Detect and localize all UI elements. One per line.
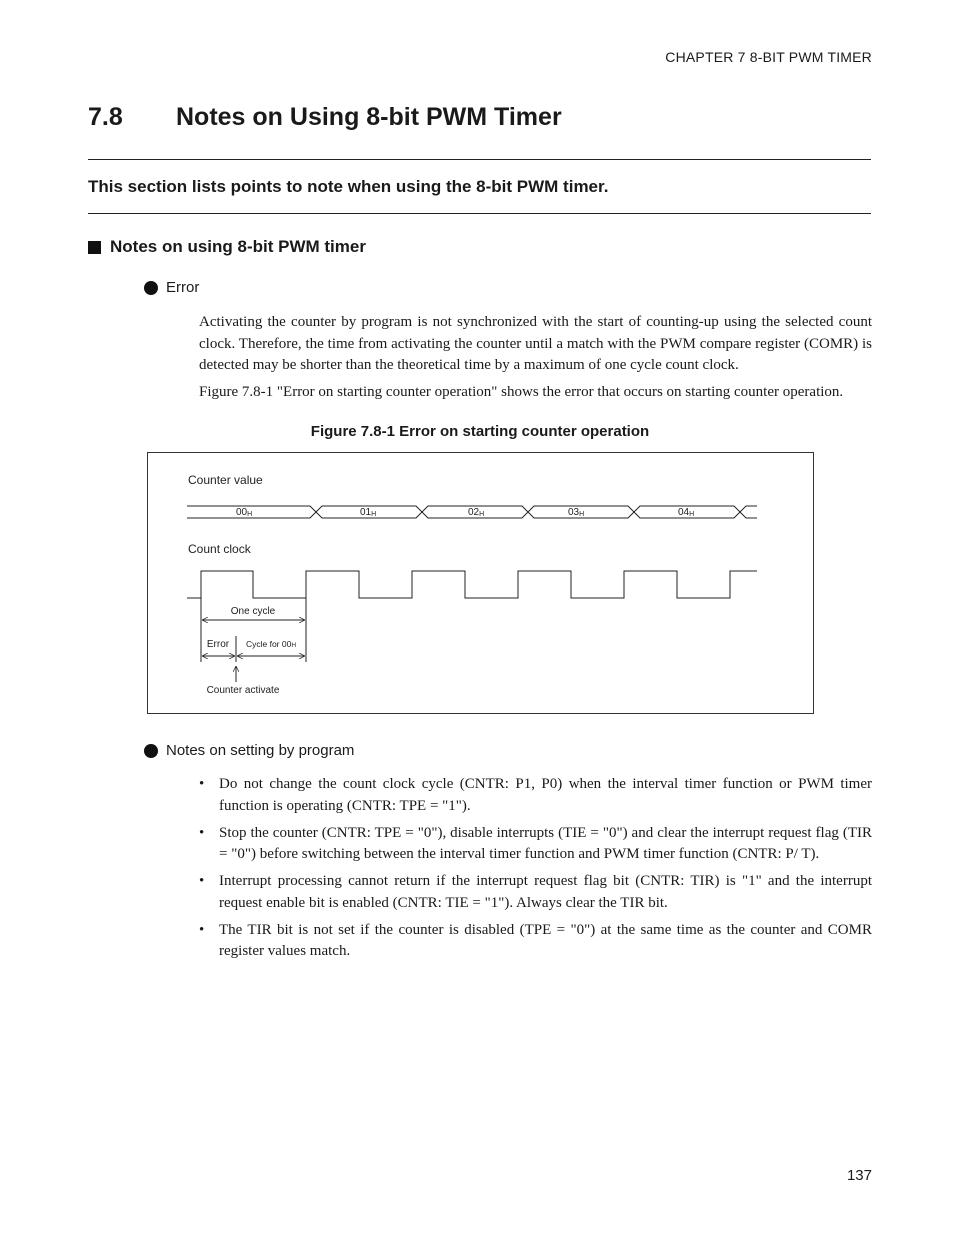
error-label: Error (206, 639, 230, 650)
list-item-text: Stop the counter (CNTR: TPE = "0"), disable interrupts (TIE = "0") and clear the interrupt request flag (TIR = "0") before switching between the interval timer function and PWM timer function (CNTR: P/ T). (219, 824, 872, 862)
list-item-text: Interrupt processing cannot return if the interrupt request flag bit (CNTR: TIR) is "1" and the interrupt request enable bit is enabled (CNTR: TIE = "1"). Always clear the TIR bit. (219, 873, 872, 911)
bullet-icon: • (199, 776, 205, 792)
counter-activate-label: Counter activate (206, 685, 280, 696)
counter-value-label: Counter value (188, 473, 263, 487)
bullet-icon: • (199, 921, 205, 938)
list-item (199, 823, 872, 866)
counter-value-04: 04H (678, 507, 695, 518)
count-clock-label: Count clock (188, 542, 251, 556)
counter-value-02: 02H (468, 507, 485, 518)
list-item (199, 871, 872, 914)
counter-value-00: 00H (236, 507, 253, 518)
error-paragraph-2: Figure 7.8-1 "Error on starting counter operation" shows the error that occurs on starting counter operation. (199, 384, 844, 400)
count-clock-waveform (187, 571, 757, 598)
program-notes-list (199, 774, 872, 968)
counter-bus-segment (740, 506, 757, 518)
counter-value-01: 01H (360, 507, 377, 518)
cycle-for-00-label: Cycle for 00H (245, 639, 297, 649)
list-item-text: Do not change the count clock cycle (CNTR: P1, P0) when the interval timer function or PWM timer function is operating (CNTR: TPE = "1"). (219, 776, 872, 814)
section-title: Notes on Using 8-bit PWM Timer (176, 103, 562, 131)
one-cycle-label: One cycle (230, 606, 276, 617)
list-item (199, 920, 872, 963)
subsection-heading-text: Notes on using 8-bit PWM timer (110, 237, 366, 256)
figure-caption: Figure 7.8-1 Error on starting counter operation (310, 423, 650, 440)
list-item-text: The TIR bit is not set if the counter is disabled (TPE = "0") at the same time as the counter and COMR register values match. (219, 921, 872, 959)
counter-value-03: 03H (568, 507, 585, 518)
error-heading-text: Error (166, 279, 200, 296)
list-item (199, 774, 872, 817)
program-notes-heading (144, 742, 354, 759)
bullet-icon: • (199, 873, 205, 889)
page-number: 137 (846, 1167, 872, 1184)
error-paragraph-1: Activating the counter by program is not synchronized with the start of counting-up using the selected count clock. Therefore, the time from activating the counter until a match with the PWM compare register (COMR) is detected may be shorter than the theoretical time by a maximum of one cycle count clock. (199, 314, 872, 373)
program-notes-heading-text: Notes on setting by program (166, 742, 355, 759)
bullet-icon: • (199, 824, 205, 841)
round-bullet-icon (144, 744, 158, 758)
section-intro: This section lists points to note when using the 8-bit PWM timer. (88, 177, 609, 196)
counter-value-labels (236, 507, 694, 518)
chapter-header: CHAPTER 7 8-BIT PWM TIMER (665, 49, 872, 65)
section-number: 7.8 (88, 103, 123, 131)
